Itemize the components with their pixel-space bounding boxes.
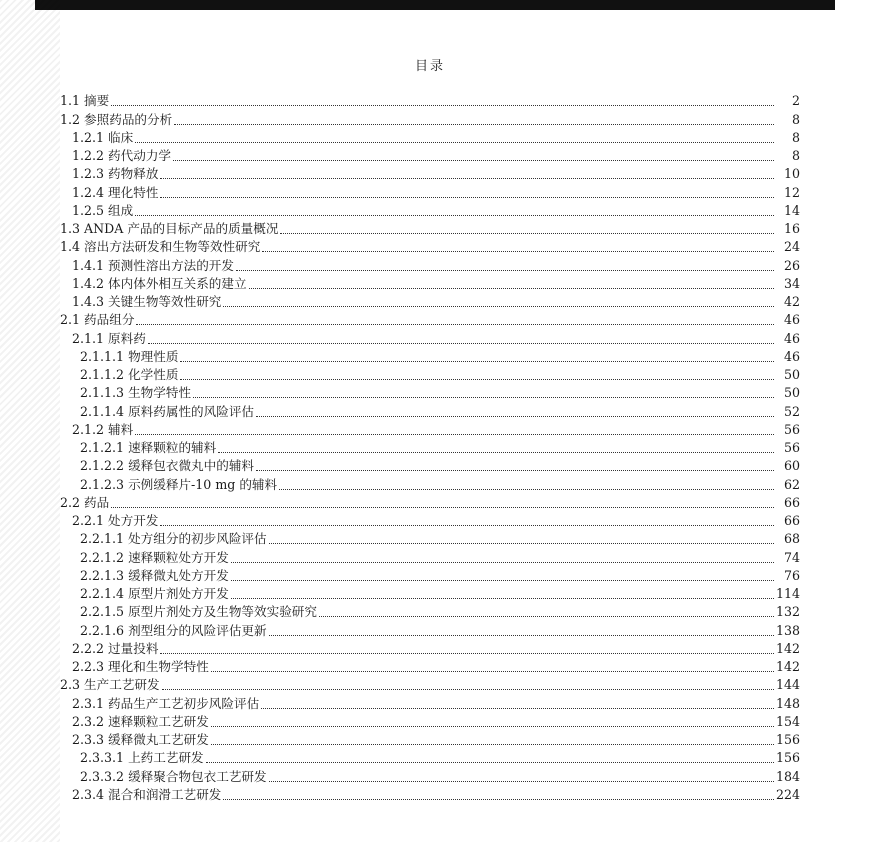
toc-entry[interactable] (60, 129, 800, 147)
toc-entry-page: 68 (783, 531, 800, 547)
toc-entry-label: 1.3 ANDA 产品的目标产品的质量概况 (60, 221, 279, 236)
toc-entry-page: 24 (783, 239, 800, 255)
toc-entry-page: 42 (783, 294, 800, 309)
toc-entry-label: 2.3.3.1 上药工艺研发 (80, 750, 204, 766)
toc-entry-label: 1.2 参照药品的分析 (60, 111, 173, 127)
toc-entry-page: 56 (783, 421, 800, 437)
toc-entry-label: 2.3.3.2 缓释聚合物包衣工艺研发 (80, 768, 267, 784)
toc-leader-dots (160, 178, 774, 179)
toc-leader-dots (231, 598, 774, 599)
toc-entry-label: 2.1 药品组分 (60, 312, 135, 328)
toc-entry-page: 50 (783, 367, 800, 382)
toc-leader-dots (261, 708, 774, 709)
toc-entry[interactable] (60, 92, 800, 110)
toc-entry[interactable] (60, 275, 800, 293)
toc-entry[interactable] (60, 585, 800, 603)
toc-entry-label: 2.3 生产工艺研发 (60, 677, 160, 693)
toc-entry-label: 2.1.2.2 缓释包衣微丸中的辅料 (80, 458, 255, 474)
toc-entry[interactable] (60, 311, 800, 329)
toc-entry-label: 2.2.1.1 处方组分的初步风险评估 (80, 531, 267, 547)
toc-entry-page: 138 (775, 622, 800, 638)
toc-entry-page: 8 (791, 129, 800, 145)
toc-entry-label: 1.4.1 预测性溶出方法的开发 (72, 257, 234, 273)
toc-entry-label: 2.2.1.4 原型片剂处方开发 (80, 586, 229, 601)
toc-entry[interactable] (60, 384, 800, 402)
scan-left-edge (0, 0, 60, 842)
toc-leader-dots (231, 562, 774, 563)
toc-leader-dots (206, 762, 774, 763)
toc-entry-page: 46 (783, 312, 800, 328)
toc-entry-label: 2.3.4 混合和润滑工艺研发 (72, 786, 222, 802)
toc-leader-dots (211, 744, 774, 745)
toc-list (60, 92, 800, 804)
toc-entry-label: 2.2 药品 (60, 494, 110, 510)
toc-title: 目录 (414, 59, 445, 74)
toc-entry[interactable] (60, 147, 800, 165)
toc-leader-dots (223, 799, 774, 800)
toc-entry[interactable] (60, 348, 800, 366)
toc-leader-dots (160, 197, 774, 198)
toc-entry-page: 50 (783, 385, 800, 401)
toc-entry-page: 156 (775, 732, 800, 747)
toc-leader-dots (269, 781, 774, 782)
toc-entry[interactable] (60, 530, 800, 548)
toc-leader-dots (280, 233, 774, 234)
toc-entry[interactable] (60, 329, 800, 347)
toc-entry[interactable] (60, 494, 800, 512)
toc-leader-dots (269, 543, 774, 544)
toc-leader-dots (193, 397, 774, 398)
toc-leader-dots (211, 671, 774, 672)
toc-entry-label: 2.2.1 处方开发 (72, 513, 159, 528)
toc-entry-label: 1.4.3 关键生物等效性研究 (72, 294, 222, 309)
toc-leader-dots (136, 324, 774, 325)
toc-leader-dots (135, 215, 774, 216)
toc-leader-dots (111, 105, 774, 106)
toc-leader-dots (256, 416, 774, 417)
toc-entry-label: 2.1.1.3 生物学特性 (80, 385, 192, 401)
toc-entry-page: 46 (783, 330, 800, 346)
toc-entry-label: 2.1.2 辅料 (72, 421, 134, 437)
toc-leader-dots (223, 306, 774, 307)
toc-entry-page: 144 (775, 677, 800, 693)
toc-entry-label: 2.2.3 理化和生物学特性 (72, 659, 209, 674)
toc-leader-dots (174, 124, 774, 125)
toc-entry-page: 16 (783, 221, 800, 236)
toc-entry-page: 114 (775, 586, 800, 601)
toc-entry-label: 2.1.1.1 物理性质 (80, 348, 179, 364)
toc-entry[interactable] (60, 658, 800, 676)
toc-entry[interactable] (60, 694, 800, 712)
toc-entry-label: 2.1.2.1 速释颗粒的辅料 (80, 440, 217, 455)
toc-leader-dots (160, 525, 774, 526)
toc-entry-page: 12 (783, 184, 800, 200)
toc-entry-label: 1.2.5 组成 (72, 202, 134, 218)
toc-entry-label: 2.3.3 缓释微丸工艺研发 (72, 732, 209, 747)
toc-entry[interactable] (60, 548, 800, 566)
toc-entry-label: 2.2.1.2 速释颗粒处方开发 (80, 549, 229, 565)
toc-entry[interactable] (60, 621, 800, 639)
toc-entry-page: 224 (775, 786, 800, 802)
toc-entry-page: 2 (791, 93, 800, 109)
toc-entry-label: 1.2.1 临床 (72, 129, 134, 145)
toc-entry-page: 132 (775, 604, 800, 620)
toc-entry-page: 74 (783, 549, 800, 565)
toc-entry-label: 2.1.2.3 示例缓释片-10 mg 的辅料 (80, 476, 278, 492)
toc-entry[interactable] (60, 767, 800, 785)
toc-entry-page: 14 (783, 202, 800, 218)
toc-entry-label: 1.2.4 理化特性 (72, 184, 159, 200)
toc-entry[interactable] (60, 749, 800, 767)
toc-entry-label: 2.3.2 速释颗粒工艺研发 (72, 713, 209, 729)
toc-leader-dots (256, 470, 774, 471)
toc-leader-dots (173, 160, 774, 161)
toc-entry[interactable] (60, 256, 800, 274)
toc-entry[interactable] (60, 457, 800, 475)
toc-entry-page: 156 (775, 750, 800, 766)
toc-entry-page: 8 (791, 111, 800, 127)
toc-entry-label: 2.2.1.5 原型片剂处方及生物等效实验研究 (80, 604, 317, 620)
toc-leader-dots (249, 288, 774, 289)
toc-entry[interactable] (60, 640, 800, 658)
toc-entry[interactable] (60, 786, 800, 804)
toc-entry-label: 2.2.2 过量投料 (72, 640, 159, 656)
toc-entry[interactable] (60, 421, 800, 439)
toc-leader-dots (279, 489, 774, 490)
toc-leader-dots (135, 142, 774, 143)
toc-entry-page: 34 (783, 275, 800, 291)
toc-entry-page: 62 (783, 476, 800, 492)
toc-entry-label: 2.1.1.2 化学性质 (80, 367, 179, 382)
toc-entry-page: 26 (783, 257, 800, 273)
toc-entry[interactable] (60, 713, 800, 731)
toc-entry-page: 8 (791, 148, 800, 163)
toc-entry-page: 148 (775, 695, 800, 711)
toc-entry[interactable] (60, 183, 800, 201)
toc-leader-dots (180, 379, 774, 380)
toc-leader-dots (160, 653, 774, 654)
toc-entry[interactable] (60, 366, 800, 384)
toc-entry[interactable] (60, 402, 800, 420)
toc-entry[interactable] (60, 731, 800, 749)
toc-entry-label: 2.2.1.6 剂型组分的风险评估更新 (80, 622, 267, 638)
toc-leader-dots (180, 361, 774, 362)
toc-page (60, 55, 800, 804)
toc-leader-dots (231, 580, 774, 581)
toc-entry[interactable] (60, 238, 800, 256)
toc-entry[interactable] (60, 676, 800, 694)
toc-entry-page: 76 (783, 567, 800, 583)
toc-entry[interactable] (60, 439, 800, 457)
toc-entry[interactable] (60, 603, 800, 621)
toc-entry[interactable] (60, 293, 800, 311)
toc-entry-page: 66 (783, 494, 800, 510)
toc-entry-page: 142 (775, 659, 800, 674)
toc-entry[interactable] (60, 475, 800, 493)
toc-entry-page: 60 (783, 458, 800, 474)
toc-entry-label: 2.2.1.3 缓释微丸处方开发 (80, 567, 229, 583)
toc-leader-dots (148, 343, 774, 344)
toc-leader-dots (319, 616, 774, 617)
toc-entry-page: 10 (783, 166, 800, 182)
toc-entry-label: 1.2.3 药物释放 (72, 166, 159, 182)
toc-entry-page: 56 (783, 440, 800, 455)
toc-entry-label: 1.4.2 体内体外相互关系的建立 (72, 275, 247, 291)
toc-leader-dots (211, 726, 774, 727)
toc-entry[interactable] (60, 202, 800, 220)
toc-entry[interactable] (60, 165, 800, 183)
toc-entry-label: 2.1.1.4 原料药属性的风险评估 (80, 403, 255, 419)
toc-leader-dots (162, 689, 774, 690)
toc-leader-dots (236, 270, 774, 271)
toc-entry-page: 142 (775, 640, 800, 656)
toc-entry-label: 1.4 溶出方法研发和生物等效性研究 (60, 239, 261, 255)
toc-entry[interactable] (60, 220, 800, 238)
toc-leader-dots (218, 452, 774, 453)
toc-entry-page: 66 (783, 513, 800, 528)
toc-leader-dots (135, 434, 774, 435)
toc-entry-label: 1.2.2 药代动力学 (72, 148, 172, 163)
toc-entry-page: 184 (775, 768, 800, 784)
toc-entry[interactable] (60, 567, 800, 585)
scan-top-edge (35, 0, 835, 10)
toc-leader-dots (269, 635, 774, 636)
toc-entry-page: 46 (783, 348, 800, 364)
toc-entry-page: 52 (783, 403, 800, 419)
toc-leader-dots (262, 251, 774, 252)
toc-entry-label: 2.1.1 原料药 (72, 330, 146, 346)
toc-entry[interactable] (60, 110, 800, 128)
toc-entry-label: 2.3.1 药品生产工艺初步风险评估 (72, 695, 260, 711)
toc-entry[interactable] (60, 512, 800, 530)
toc-entry-page: 154 (775, 713, 800, 729)
toc-leader-dots (111, 507, 774, 508)
toc-entry-label: 1.1 摘要 (60, 93, 110, 109)
